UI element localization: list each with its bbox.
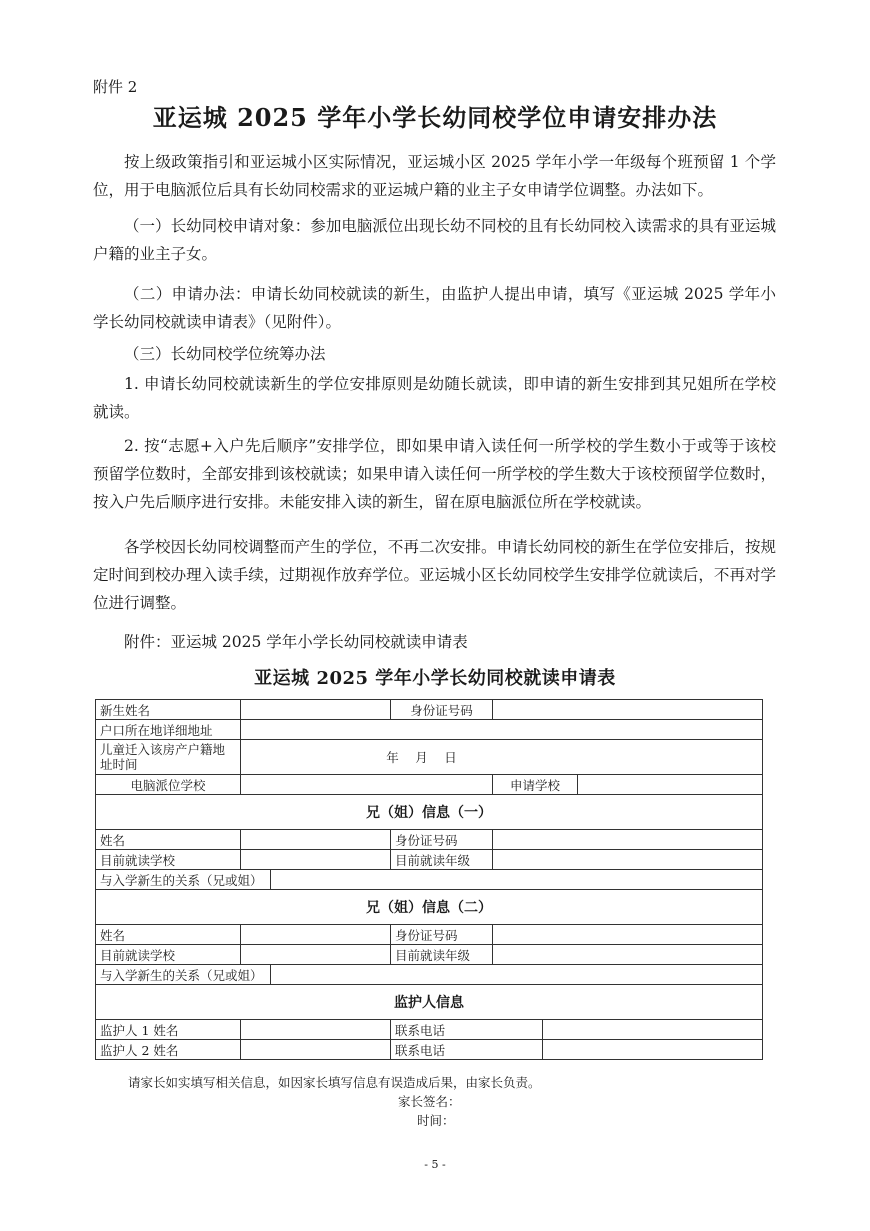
sibling-2-header: 兄（姐）信息（二） bbox=[96, 890, 763, 925]
student-name-field[interactable] bbox=[241, 700, 391, 720]
sibling-1-header: 兄（姐）信息（一） bbox=[96, 795, 763, 830]
form-row-address bbox=[96, 720, 763, 740]
sibling-1-relation-label: 与入学新生的关系（兄或姐） bbox=[96, 870, 271, 890]
date-placeholder: 年 月 日 bbox=[386, 750, 457, 765]
parent-signature-label: 家长签名： bbox=[398, 1094, 461, 1109]
sibling-1-name-field[interactable] bbox=[241, 830, 391, 850]
form-title: 亚运城 2025 学年小学长幼同校就读申请表 bbox=[254, 668, 616, 689]
guardian-1-name-label: 监护人 1 姓名 bbox=[96, 1020, 241, 1040]
sibling-1-name-label: 姓名 bbox=[96, 830, 241, 850]
paragraph-attachment-ref: 附件：亚运城 2025 学年小学长幼同校就读申请表 bbox=[124, 633, 468, 651]
sibling-2-row-relation bbox=[96, 965, 763, 985]
sibling-1-grade-field[interactable] bbox=[493, 850, 763, 870]
paragraph-coordination-heading: （三）长幼同校学位统筹办法 bbox=[124, 345, 326, 363]
guardian-header: 监护人信息 bbox=[96, 985, 763, 1020]
guardian-1-phone-field[interactable] bbox=[543, 1020, 763, 1040]
sibling-2-grade-label: 目前就读年级 bbox=[391, 945, 493, 965]
paragraph-rule-2: 2. 按“志愿+入户先后顺序”安排学位，即如果申请入读任何一所学校的学生数小于或等于该校预留学位数时，全部安排到该校就读；如果申请入读任何一所学校的学生数大于该校预留学位数时，按入户先后顺序进行安排。未能安排入读的新生，留在原电脑派位所在学校就读。 bbox=[93, 437, 776, 511]
sibling-2-grade-field[interactable] bbox=[493, 945, 763, 965]
form-row-student bbox=[96, 700, 763, 720]
student-id-label: 身份证号码 bbox=[391, 700, 493, 720]
sibling-1-id-label: 身份证号码 bbox=[391, 830, 493, 850]
attachment-label: 附件 2 bbox=[93, 78, 138, 96]
sibling-2-relation-label: 与入学新生的关系（兄或姐） bbox=[96, 965, 271, 985]
sibling-1-school-field[interactable] bbox=[241, 850, 391, 870]
sibling-1-school-label: 目前就读学校 bbox=[96, 850, 241, 870]
sibling-1-row-relation bbox=[96, 870, 763, 890]
sibling-2-relation-field[interactable] bbox=[271, 965, 763, 985]
sibling-2-name-field[interactable] bbox=[241, 925, 391, 945]
guardian-2-name-field[interactable] bbox=[241, 1040, 391, 1060]
guardian-1-phone-label: 联系电话 bbox=[391, 1020, 543, 1040]
household-address-field[interactable] bbox=[241, 720, 763, 740]
sibling-1-row-school bbox=[96, 850, 763, 870]
assigned-school-field[interactable] bbox=[241, 775, 493, 795]
page-number: - 5 - bbox=[424, 1158, 446, 1171]
paragraph-no-reallocation: 各学校因长幼同校调整而产生的学位，不再二次安排。申请长幼同校的新生在学位安排后，按规定时间到校办理入读手续，过期视作放弃学位。亚运城小区长幼同校学生安排学位就读后，不再对学位进行调整。 bbox=[93, 538, 776, 612]
paragraph-applicants: （一）长幼同校申请对象：参加电脑派位出现长幼不同校的且有长幼同校入读需求的具有亚运城户籍的业主子女。 bbox=[93, 217, 776, 263]
paragraph-intro: 按上级政策指引和亚运城小区实际情况，亚运城小区 2025 学年小学一年级每个班预留 1 个学位，用于电脑派位后具有长幼同校需求的亚运城户籍的业主子女申请学位调整。办法如下。 bbox=[93, 153, 776, 199]
guardian-2-name-label: 监护人 2 姓名 bbox=[96, 1040, 241, 1060]
sibling-2-school-field[interactable] bbox=[241, 945, 391, 965]
sibling-2-row-school bbox=[96, 945, 763, 965]
applied-school-field[interactable] bbox=[578, 775, 763, 795]
sibling-2-id-field[interactable] bbox=[493, 925, 763, 945]
parent-disclaimer: 请家长如实填写相关信息，如因家长填写信息有误造成后果，由家长负责。 bbox=[128, 1075, 541, 1090]
sibling-2-row-name bbox=[96, 925, 763, 945]
sibling-2-school-label: 目前就读学校 bbox=[96, 945, 241, 965]
student-id-field[interactable] bbox=[493, 700, 763, 720]
signature-time-label: 时间： bbox=[417, 1113, 455, 1128]
guardian-1-row bbox=[96, 1020, 763, 1040]
assigned-school-label: 电脑派位学校 bbox=[96, 775, 241, 795]
sibling-1-row-name bbox=[96, 830, 763, 850]
form-row-move-in bbox=[96, 740, 763, 775]
sibling-1-relation-field[interactable] bbox=[271, 870, 763, 890]
move-in-date-field[interactable] bbox=[241, 740, 763, 775]
form-row-schools bbox=[96, 775, 763, 795]
guardian-2-phone-label: 联系电话 bbox=[391, 1040, 543, 1060]
application-form-table bbox=[95, 699, 763, 1060]
sibling-2-name-label: 姓名 bbox=[96, 925, 241, 945]
paragraph-rule-1: 1. 申请长幼同校就读新生的学位安排原则是幼随长就读，即申请的新生安排到其兄姐所在学校就读。 bbox=[93, 375, 776, 421]
sibling-1-grade-label: 目前就读年级 bbox=[391, 850, 493, 870]
applied-school-label: 申请学校 bbox=[493, 775, 578, 795]
document-title: 亚运城 2025 学年小学长幼同校学位申请安排办法 bbox=[152, 103, 718, 132]
paragraph-method: （二）申请办法：申请长幼同校就读的新生，由监护人提出申请，填写《亚运城 2025 学年小学长幼同校就读申请表》（见附件）。 bbox=[93, 285, 776, 331]
household-address-label: 户口所在地详细地址 bbox=[96, 720, 241, 740]
guardian-2-row bbox=[96, 1040, 763, 1060]
student-name-label: 新生姓名 bbox=[96, 700, 241, 720]
sibling-2-id-label: 身份证号码 bbox=[391, 925, 493, 945]
guardian-1-name-field[interactable] bbox=[241, 1020, 391, 1040]
guardian-2-phone-field[interactable] bbox=[543, 1040, 763, 1060]
move-in-time-label: 儿童迁入该房产户籍地址时间 bbox=[96, 740, 241, 775]
sibling-1-id-field[interactable] bbox=[493, 830, 763, 850]
